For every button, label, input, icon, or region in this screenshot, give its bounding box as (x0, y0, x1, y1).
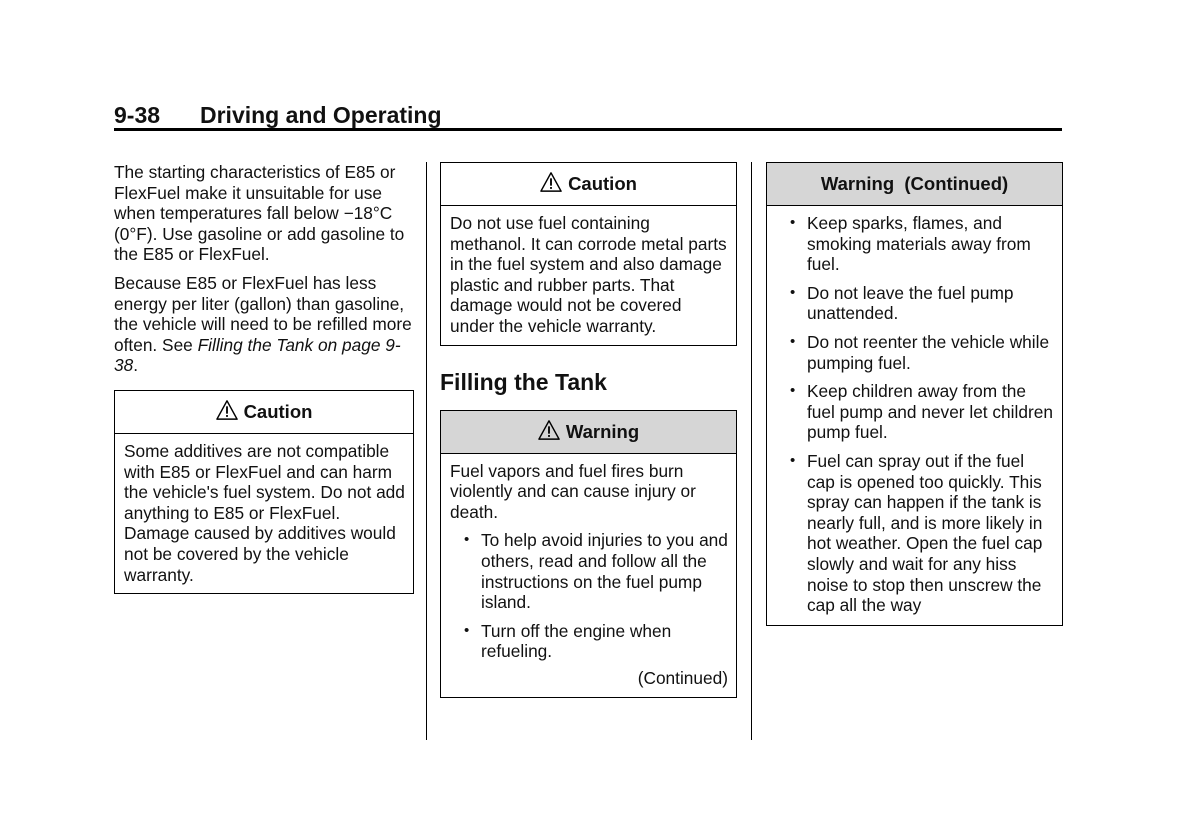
warning-box (440, 410, 737, 698)
page-reference-link[interactable]: Filling the Tank on page 9-38 (114, 334, 401, 376)
paragraph: The starting characteristics of E85 or FlexFuel make it unsuitable for use when temperatures fall below −18°C (0°F). Use gasoline or add gasoline to the E85 or FlexFuel. (114, 162, 405, 265)
caution-box (114, 390, 414, 594)
caution-box-header (441, 163, 736, 206)
paragraph-with-reference (114, 273, 414, 376)
header-rule (114, 128, 1062, 131)
paragraph-text: Because E85 or FlexFuel has less energy per liter (gallon) than gasoline, the vehicle will need to be refilled more often. See (114, 272, 412, 355)
column-3 (766, 162, 1063, 626)
list-item: • Keep children away from the fuel pump and never let children pump fuel. (776, 381, 1054, 443)
list-item: • Fuel can spray out if the fuel cap is opened too quickly. This spray can happen if the tank is nearly full, and is more likely in hot weather. Open the fuel cap slowly and wait for any hiss noise to stop then unscrew the cap all the way (776, 451, 1054, 616)
caution-body: Some additives are not compatible with E85 or FlexFuel and can harm the vehicle's fuel system. Do not add anything to E85 or FlexFuel. Damage caused by additives would not be covered by the vehicle warranty. (124, 440, 405, 585)
caution-box-header (115, 391, 413, 434)
warning-intro: Fuel vapors and fuel fires burn violently and can cause injury or death. (450, 460, 696, 522)
warning-continued-body (767, 206, 1062, 625)
list-item: • Do not leave the fuel pump unattended. (776, 283, 1054, 324)
section-title: Driving and Operating (200, 102, 442, 128)
continued-label: (Continued) (637, 667, 728, 688)
caution-box (440, 162, 737, 346)
warning-bullet-list (776, 213, 1054, 616)
warning-box-header (441, 411, 736, 454)
list-item: • Turn off the engine when refueling. (450, 621, 728, 662)
column-divider (751, 162, 752, 740)
column-2 (440, 162, 737, 698)
warning-title: Warning (565, 420, 640, 442)
section-heading: Filling the Tank (440, 368, 607, 395)
paragraph-end: . (133, 355, 139, 376)
page-number: 9-38 (114, 102, 161, 128)
warning-triangle-icon (216, 399, 238, 421)
warning-bullet-list (450, 530, 728, 662)
list-item: • To help avoid injuries to you and others, read and follow all the instructions on the fuel pump island. (450, 530, 728, 612)
caution-title: Caution (243, 400, 313, 422)
column-1 (114, 162, 414, 594)
list-item: • Keep sparks, flames, and smoking materials away from fuel. (776, 213, 1054, 275)
caution-title: Caution (568, 173, 637, 194)
column-divider (426, 162, 427, 740)
warning-continued-box (766, 162, 1063, 626)
warning-continued-header: Warning (Continued) (767, 163, 1062, 206)
warning-triangle-icon (538, 419, 560, 441)
warning-body (441, 454, 736, 697)
warning-triangle-icon (540, 171, 562, 193)
caution-body: Do not use fuel containing methanol. It can corrode metal parts in the fuel system and also damage plastic and rubber parts. That damage would not be covered under the vehicle warranty. (450, 213, 727, 336)
list-item: • Do not reenter the vehicle while pumping fuel. (776, 332, 1054, 373)
